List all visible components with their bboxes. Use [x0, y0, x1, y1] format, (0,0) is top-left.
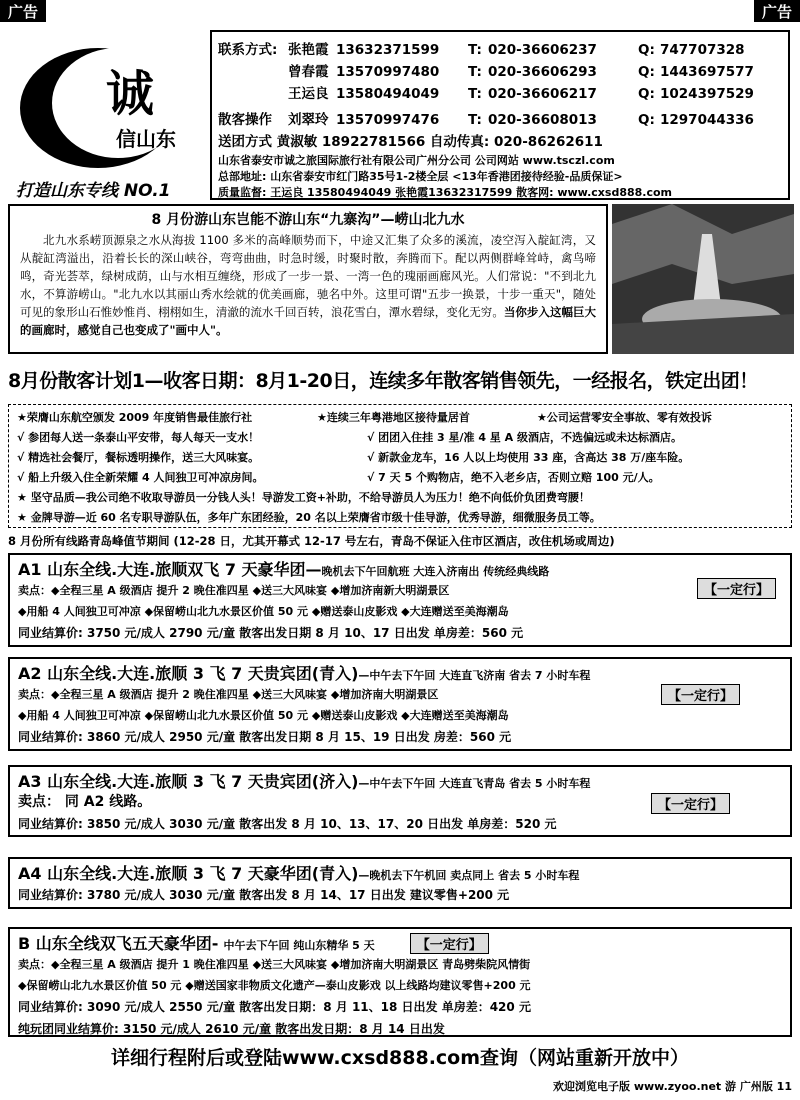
features-row-3: √ 精选社会餐厅，餐标透明操作，送三大风味宴。 √ 新款金龙车，16 人以上均使用 33 座，含高达 38 万/座车险。 [17, 451, 690, 464]
route-a3-sub: —中午去下午回 大连直飞青岛 省去 5 小时车程 [358, 777, 591, 790]
page-footer-bar: 欢迎浏览电子版 www.zyoo.net 游 广州版 11 [552, 1080, 792, 1093]
route-a1-price: 同业结算价: 3750 元/成人 2790 元/童 散客出发日期 8 月 10、17 日出发 单房差：560 元 [18, 626, 524, 640]
logo-char-cheng: 诚 [106, 66, 155, 122]
route-a2-sub: —中午去下午回 大连直飞济南 省去 7 小时车程 [358, 669, 591, 682]
route-a2-guarantee-tag: 【一定行】 [661, 684, 740, 705]
route-b [8, 927, 792, 1037]
route-b-price-2: 纯玩团同业结算价: 3150 元/成人 2610 元/童 散客出发日期：8 月 14 日出发 [18, 1022, 445, 1036]
article-body: 北九水系崂顶源泉之水从海拔 1100 多米的高峰顺势而下，中途又汇集了众多的溪流，凌空泻入靛缸湾，又从靛缸湾溢出，沿着长长的深山峡谷，弯弯曲曲，时急时缓，时聚时散，奔腾而下。配以两侧群峰耸峙，禽鸟啼鸣，奇光荟萃，绿树成荫，山与水相互缠绕，形成了一步一景、一湾一色的瑰丽画廊风光。人们常说："不到北九水，不算游崂山。"北九水以其丽山秀水绘就的优美画廊，驰名中外。这里可谓"五步一换景，十步一重天"，随处可见的象形山石惟妙惟肖、栩栩如生，清澈的流水千回百转，浪花雪白，潭水碧绿，变化无穷。当你步入这幅巨大的画廊时，感觉自己也变成了"画中人"。 [20, 233, 597, 337]
logo-char-xinshandong: 信山东 [116, 127, 176, 151]
contact-row-1: 联系方式: 张艳霞 13632371599 T: 020-36606237 Q: 747707328 [218, 42, 745, 58]
route-a2 [8, 657, 792, 751]
contact-row-2: 曾春霞 13570997480 T: 020-36606293 Q: 1443697577 [288, 64, 754, 80]
route-a2-title: A2 山东全线.大连.旅顺 3 飞 7 天贵宾团(青入) [18, 664, 359, 683]
features-row-4: √ 船上升级入住全新荣耀 4 人间独卫可冲凉房间。 √ 7 天 5 个购物店，绝不入老乡店，否则立赔 100 元/人。 [17, 471, 660, 484]
features-row-1: ★荣膺山东航空颁发 2009 年度销售最佳旅行社 ★连续三年粤港地区接待量居首 ★公司运营零安全事故、零有效投诉 [17, 411, 712, 424]
company-logo [8, 28, 198, 208]
route-b-price: 同业结算价: 3090 元/成人 2550 元/童 散客出发日期：8 月 11、18 日出发 单房差：420 元 [18, 1000, 531, 1014]
route-a3-guarantee-tag: 【一定行】 [651, 793, 730, 814]
route-b-guarantee-tag: 【一定行】 [410, 933, 489, 954]
route-b-title: B 山东全线双飞五天豪华团- [18, 934, 219, 953]
route-a1-sub: 晚机去下午回航班 大连入济南出 传统经典线路 [321, 565, 550, 578]
logo-emblem [8, 28, 198, 178]
ad-tag-right: 广告 [754, 0, 800, 22]
contact-company: 山东省泰安市诚之旅国际旅行社有限公司广州分公司 公司网站 www.tsczl.com [218, 154, 615, 167]
route-a1-selling-2: ◆用船 4 人间独卫可冲凉 ◆保留崂山北九水景区价值 50 元 ◆赠送泰山皮影戏 ◆大连赠送至美海潮岛 [18, 605, 509, 618]
route-a4-price: 同业结算价: 3780 元/成人 3030 元/童 散客出发 8 月 14、17 日出发 建议零售+200 元 [18, 888, 510, 902]
route-a4-sub: —晚机去下午机回 卖点同上 省去 5 小时车程 [358, 869, 580, 882]
contact-row-3: 王运良 13580494049 T: 020-36606217 Q: 1024397529 [288, 86, 754, 102]
waterfall-photo [612, 204, 794, 354]
route-a1-selling-1: 卖点：◆全程三星 A 级酒店 提升 2 晚住准四星 ◆送三大风味宴 ◆增加济南新大明湖景区 [18, 584, 450, 597]
contact-hq: 总部地址: 山东省泰安市红门路35号1-2楼全层 <13年香港团接待经验-品质保证> [218, 170, 623, 183]
route-a4 [8, 857, 792, 909]
contact-quality: 质量监督: 王运良 13580494049 张艳霞13632317599 散客网: www.cxsd888.com [218, 186, 673, 199]
peak-season-notice: 8 月份所有线路青岛峰值节期间 (12-28 日，尤其开幕式 12-17 号左右，青岛不保证入住市区酒店，改住机场或周边) [8, 534, 615, 548]
features-row-6: ★ 金牌导游—近 60 名专职导游队伍，多年广东团经验，20 名以上荣膺省市级十佳导游，优秀导游，细微服务员工等。 [17, 511, 601, 524]
article-title: 8 月份游山东岂能不游山东“九寨沟”—崂山北九水 [151, 212, 465, 228]
route-a1-title: A1 山东全线.大连.旅顺双飞 7 天豪华团— [18, 560, 322, 579]
route-a4-title: A4 山东全线.大连.旅顺 3 飞 7 天豪华团(青入) [18, 864, 359, 883]
route-a3-selling: 卖点： 同 A2 线路。 [18, 794, 152, 810]
route-a3-price: 同业结算价: 3850 元/成人 3030 元/童 散客出发 8 月 10、13、17、20 日出发 单房差：520 元 [18, 817, 557, 831]
feature-article [8, 204, 608, 354]
contact-delivery: 送团方式 黄淑敏 18922781566 自动传真: 020-86262611 [218, 134, 603, 150]
ad-tag-left: 广告 [0, 0, 46, 22]
route-a1 [8, 553, 792, 647]
route-a3-title: A3 山东全线.大连.旅顺 3 飞 7 天贵宾团(济入) [18, 772, 359, 791]
contact-row-scatter: 散客操作 刘翠玲 13570997476 T: 020-36608013 Q: 1297044336 [218, 112, 754, 128]
features-row-2: √ 参团每人送一条泰山平安带，每人每天一支水！ √ 团团入住挂 3 星/准 4 星 A 级酒店，不选偏远或未达标酒店。 [17, 431, 682, 444]
main-headline: 8月份散客计划1—收客日期：8月1-20日，连续多年散客销售领先，一经报名，铁定出团！ [8, 370, 758, 392]
route-a2-price: 同业结算价: 3860 元/成人 2950 元/童 散客出发日期 8 月 15、19 日出发 房差：560 元 [18, 730, 512, 744]
route-b-selling-1: 卖点：◆全程三星 A 级酒店 提升 1 晚住准四星 ◆送三大风味宴 ◆增加济南大明湖景区 青岛劈柴院风情街 [18, 958, 531, 971]
footer-website-cta: 详细行程附后或登陆www.cxsd888.com查询（网站重新开放中） [110, 1047, 690, 1069]
features-row-5: ★ 坚守品质—我公司绝不收取导游员一分钱人头！导游发工资+补助，不给导游员人为压力！绝不向低价负团费弯腰！ [17, 491, 590, 504]
route-a2-selling-2: ◆用船 4 人间独卫可冲凉 ◆保留崂山北九水景区价值 50 元 ◆赠送泰山皮影戏 ◆大连赠送至美海潮岛 [18, 709, 509, 722]
waterfall-photo-art [612, 204, 794, 354]
features-panel [8, 404, 792, 528]
route-a2-selling-1: 卖点：◆全程三星 A 级酒店 提升 2 晚住准四星 ◆送三大风味宴 ◆增加济南大明湖景区 [18, 688, 439, 701]
route-a3 [8, 765, 792, 837]
route-a1-guarantee-tag: 【一定行】 [697, 578, 776, 599]
route-b-selling-2: ◆保留崂山北九水景区价值 50 元 ◆赠送国家非物质文化遗产—泰山皮影戏 以上线路均建议零售+200 元 [18, 979, 531, 992]
article-body-bold: 当你步入这幅巨大的画廊时，感觉自己也变成了"画中人"。 [20, 305, 597, 337]
contact-panel [210, 30, 790, 200]
route-b-sub: 中午去下午回 纯山东精华 5 天 [223, 939, 375, 952]
logo-slogan: 打造山东专线 NO.1 [16, 181, 171, 201]
